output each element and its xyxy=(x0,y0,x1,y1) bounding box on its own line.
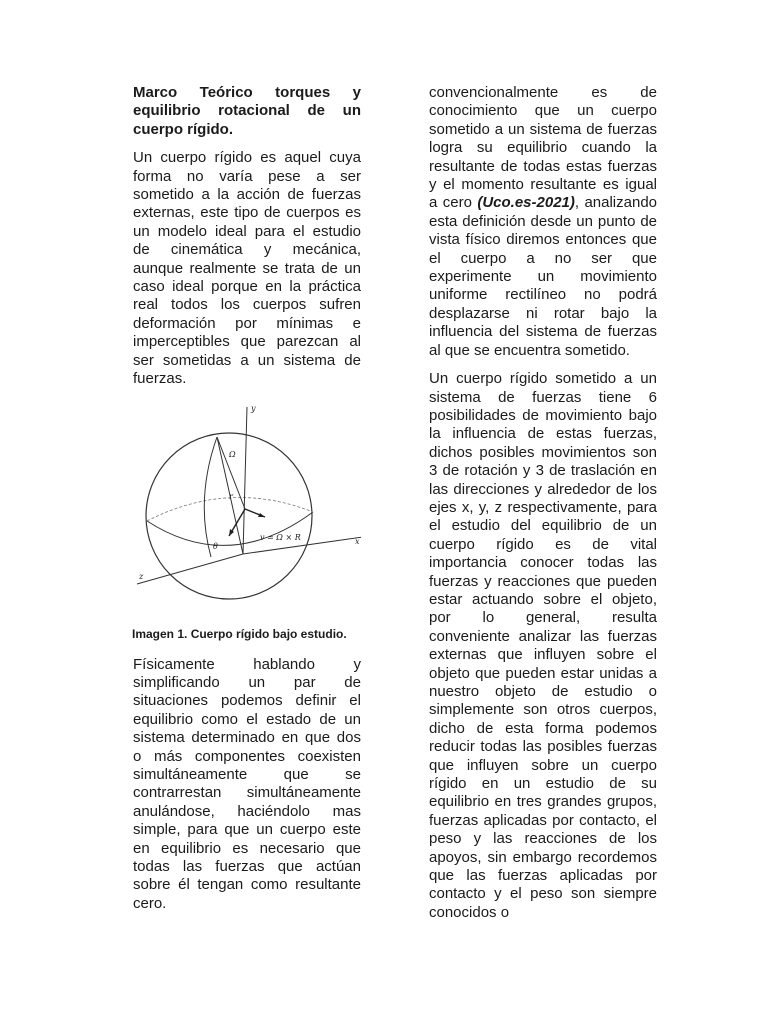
right-column xyxy=(429,84,657,932)
citation-reference: (Uco.es-2021) xyxy=(477,194,575,212)
r-arrowhead xyxy=(258,513,265,517)
equator-back-curve xyxy=(147,497,313,521)
y-axis xyxy=(243,407,247,554)
equilibrium-paragraph: Físicamente hablando y simplificando un par de situaciones podemos definir el equilibrio como el estado de un sistema determinado en que dos o más componentes coexisten simultáneamente que se contrarrestan simultáneamente anulándose, haciéndolo mas simple, para que un cuerpo este en equilibrio es necesario que todas las fuerzas que actúan sobre él tengan como resultante cero. xyxy=(133,655,361,912)
degrees-of-freedom-paragraph: Un cuerpo rígido sometido a un sistema de fuerzas tiene 6 posibilidades de movimiento bajo la influencia de estas fuerzas, dichos posibles movimientos son 3 de rotación y 3 de traslación en las direcciones y alrededor de los ejes x, y, z respectivamente, para el estudio del equilibrio de un cuerpo rígido es de vital importancia conocer todas las fuerzas y reacciones que pueden estar actuando sobre el objeto, por lo general, resulta conveniente analizar las fuerzas externas que influyen sobre el objeto que pueden estar unidas a nuestro objeto de estudio o simplemente son otros cuerpos, dicho de esta forma podemos reducir todas las posibles fuerzas que influyen sobre un cuerpo rígido en un estudio de su equilibrio en tres grandes grupos, fuerzas aplicadas por contacto, el peso y las reacciones de los apoyos, sin embargo recordemos que las fuerzas aplicadas por contacto y el peso son siempre conocidos o xyxy=(429,370,657,921)
label-theta: θ xyxy=(213,541,218,551)
meridian-arc xyxy=(204,437,217,557)
rigid-body-diagram xyxy=(133,399,361,614)
label-velocity: v = Ω × R xyxy=(260,532,301,542)
intro-paragraph: Un cuerpo rígido es aquel cuya forma no varía pese a ser sometido a la acción de fuerzas externas, este tipo de cuerpos es un modelo ideal para el estudio de cinemática y mecánica, aunque realmente se trata de un caso ideal porque en la práctica real todos los cuerpos sufren deformación por mínimas e imperceptibles que parezcan al ser sometidas a un sistema de fuerzas. xyxy=(133,149,361,388)
document-title: Marco Teórico torques y equilibrio rotacional de un cuerpo rígido. xyxy=(133,84,361,138)
label-y: y xyxy=(251,403,256,413)
label-z: z xyxy=(139,571,144,581)
label-x: x xyxy=(355,536,360,546)
continuation-text-after: , analizando esta definición desde un punto de vista físico diremos entonces que el cuerpo a no ser que experimente un movimiento uniforme rectilíneo no podrá desplazarse ni rotar bajo la influencia del sistema de fuerzas al que se encuentra sometido. xyxy=(429,194,658,359)
continuation-text-before: convencionalmente es de conocimiento que un cuerpo sometido a un sistema de fuerzas logra su equilibrio cuando la resultante de todas estas fuerzas y el momento resultante es igual a cero xyxy=(429,84,657,212)
label-omega: Ω xyxy=(229,449,236,459)
z-axis xyxy=(137,554,243,584)
rigid-body-figure xyxy=(133,399,361,614)
figure-caption: Imagen 1. Cuerpo rígido bajo estudio. xyxy=(132,626,347,641)
continuation-paragraph xyxy=(429,84,657,360)
label-r: r xyxy=(229,491,233,501)
left-column xyxy=(133,84,361,923)
